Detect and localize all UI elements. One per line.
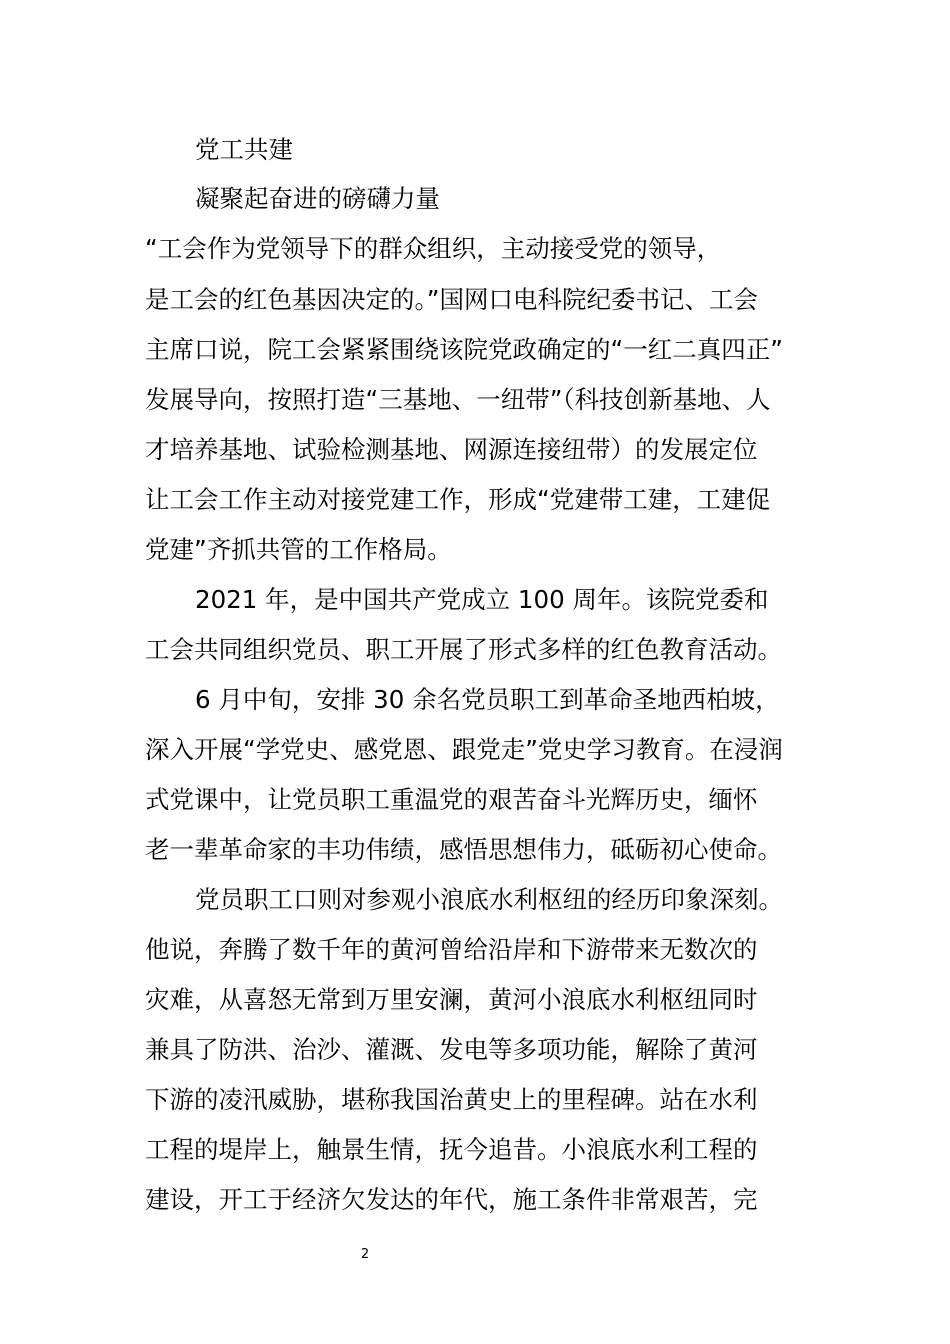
body-text-line: 式党课中，让党员职工重温党的艰苦奋斗光辉历史，缅怀 — [145, 785, 758, 814]
body-text-line: 工会共同组织党员、职工开展了形式多样的红色教育活动。 — [145, 635, 782, 664]
body-text-line: 深入开展“学党史、感党恩、跟党走”党史学习教育。在浸润 — [145, 735, 783, 764]
body-text-line: 党员职工口则对参观小浪底水利枢纽的经历印象深刻。 — [195, 885, 783, 914]
body-text-line: 建设，开工于经济欠发达的年代，施工条件非常艰苦，完 — [145, 1185, 758, 1214]
body-text-line: 党建”齐抓共管的工作格局。 — [145, 535, 452, 564]
body-text-line: “工会作为党领导下的群众组织，主动接受党的领导， — [145, 234, 722, 263]
page-number: 2 — [360, 1247, 370, 1262]
body-text-line: 他说，奔腾了数千年的黄河曾给沿岸和下游带来无数次的 — [145, 935, 758, 964]
body-text-line: 2021 年，是中国共产党成立 100 周年。该院党委和 — [195, 585, 769, 614]
body-text-line: 老一辈革命家的丰功伟绩，感悟思想伟力，砥砺初心使命。 — [145, 835, 782, 864]
body-text-line: 下游的凌汛威胁，堪称我国治黄史上的里程碑。站在水利 — [145, 1085, 758, 1114]
body-text-line: 兼具了防洪、治沙、灌溉、发电等多项功能，解除了黄河 — [145, 1035, 758, 1064]
body-text-line: 才培养基地、试验检测基地、网源连接纽带）的发展定位 — [145, 435, 758, 464]
body-text-line: 灾难，从喜怒无常到万里安澜，黄河小浪底水利枢纽同时 — [145, 985, 758, 1014]
section-subheading: 凝聚起奋进的磅礴力量 — [195, 184, 440, 213]
body-text-line: 工程的堤岸上，触景生情，抚今追昔。小浪底水利工程的 — [145, 1135, 758, 1164]
section-heading: 党工共建 — [195, 135, 293, 164]
body-text-line: 让工会工作主动对接党建工作，形成“党建带工建，工建促 — [145, 485, 771, 514]
body-text-line: 是工会的红色基因决定的。”国网口电科院纪委书记、工会 — [145, 285, 758, 314]
body-text-line: 6 月中旬，安排 30 余名党员职工到革命圣地西柏坡， — [195, 685, 780, 714]
body-text-line: 发展导向，按照打造“三基地、一纽带”（科技创新基地、人 — [145, 385, 771, 414]
body-text-line: 主席口说，院工会紧紧围绕该院党政确定的“一红二真四正” — [145, 335, 783, 364]
